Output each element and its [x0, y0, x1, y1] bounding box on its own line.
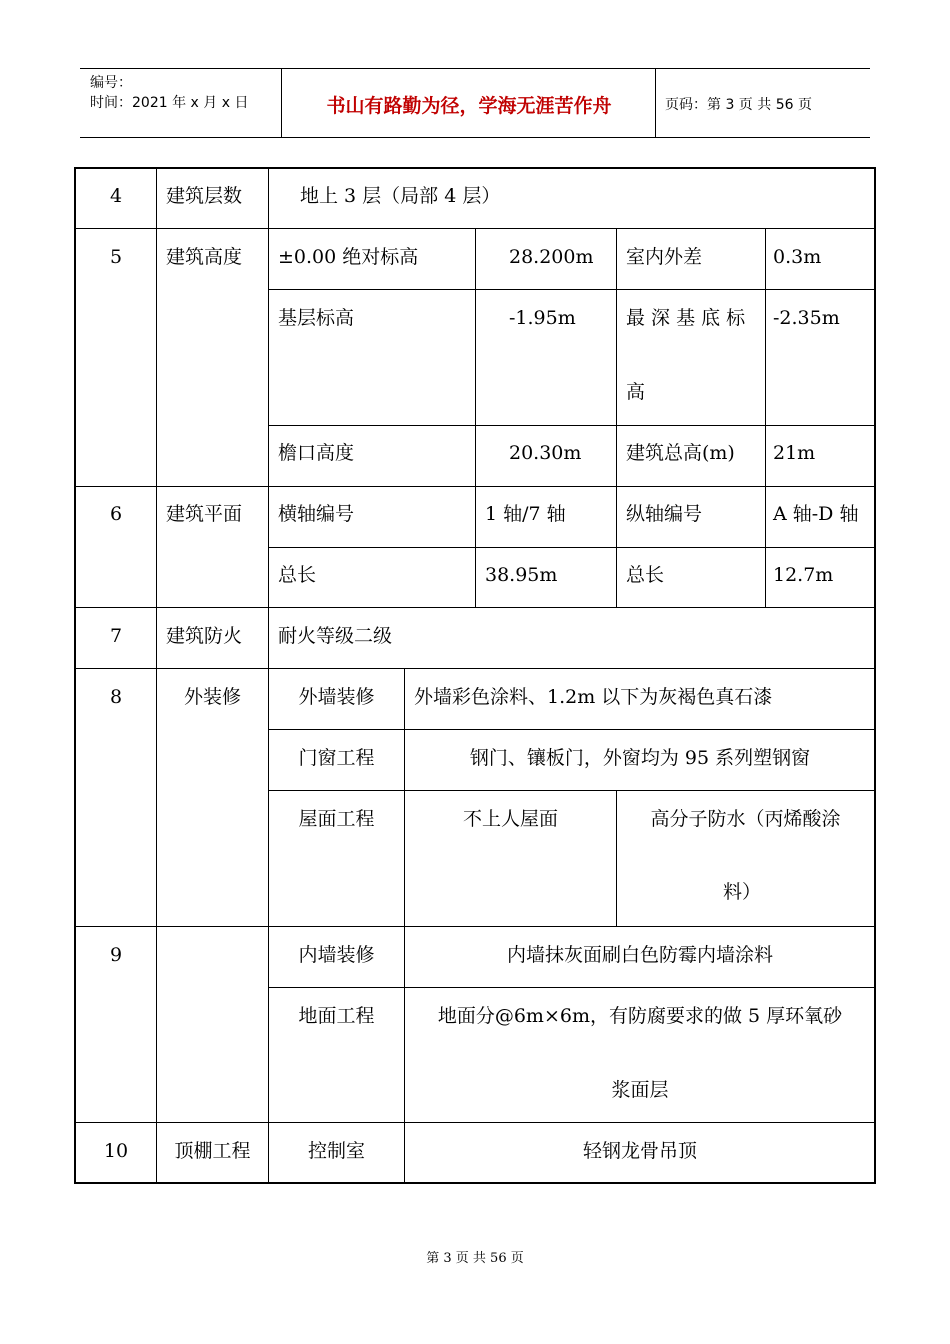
cell-value: 1 轴/7 轴	[485, 503, 566, 525]
subrow-divider	[268, 289, 876, 290]
row-number: 9	[109, 944, 123, 966]
cell-value: -2.35m	[773, 307, 840, 329]
page-footer: 第 3 页 共 56 页	[426, 1251, 524, 1266]
table-border	[874, 167, 876, 1184]
cell-label: 建筑总高(m)	[626, 442, 735, 464]
header-motto: 书山有路勤为径，学海无涯苦作舟	[326, 95, 612, 117]
row-divider	[74, 1122, 876, 1123]
row-number: 4	[109, 185, 123, 207]
cell-label: 地面工程	[298, 1005, 375, 1027]
cell-label: 控制室	[307, 1140, 365, 1162]
cell-label: 总长	[626, 564, 665, 586]
cell-value: A 轴-D 轴	[773, 503, 859, 525]
cell-value: 钢门、镶板门，外窗均为 95 系列塑钢窗	[469, 747, 811, 769]
cell-value: 内墙抹灰面刷白色防霉内墙涂料	[506, 944, 773, 966]
cell-label: 内墙装修	[298, 944, 375, 966]
cell-value: 外墙彩色涂料、1.2m 以下为灰褐色真石漆	[414, 686, 773, 708]
column-divider	[475, 228, 476, 607]
row-number: 5	[109, 246, 123, 268]
cell-value: 0.3m	[773, 246, 822, 268]
row-number: 6	[109, 503, 123, 525]
cell-value: 28.200m	[509, 246, 594, 268]
subrow-divider	[268, 425, 876, 426]
column-divider	[616, 228, 617, 607]
cell-value: 不上人屋面	[462, 808, 558, 830]
subrow-divider	[268, 987, 876, 988]
document-number-label: 编号：	[90, 75, 132, 91]
cell-value: 21m	[773, 442, 816, 464]
header-page-number: 页码：第 3 页 共 56 页	[665, 97, 812, 113]
table-border	[74, 167, 876, 169]
row-divider	[74, 926, 876, 927]
row-value: 耐火等级二级	[278, 625, 393, 647]
column-divider	[765, 228, 766, 607]
cell-label: 外墙装修	[298, 686, 375, 708]
cell-label: 室内外差	[626, 246, 703, 268]
table-border	[74, 1182, 876, 1184]
row-item: 建筑平面	[166, 503, 243, 525]
cell-label: 高	[626, 381, 646, 403]
cell-label: 最 深 基 底 标	[626, 307, 746, 329]
cell-value: 38.95m	[485, 564, 558, 586]
cell-label: 基层标高	[278, 307, 355, 329]
subrow-divider	[268, 547, 876, 548]
document-date: 时间：2021 年 x 月 x 日	[90, 95, 249, 111]
column-divider	[156, 167, 157, 1184]
cell-value: 地面分@6m×6m，有防腐要求的做 5 厚环氧砂	[437, 1005, 843, 1027]
cell-value: 高分子防水（丙烯酸涂	[650, 808, 841, 830]
row-item: 顶棚工程	[174, 1140, 251, 1162]
cell-label: 门窗工程	[298, 747, 375, 769]
cell-value: -1.95m	[509, 307, 576, 329]
cell-value: 20.30m	[509, 442, 582, 464]
cell-value: 12.7m	[773, 564, 834, 586]
subrow-divider	[268, 729, 876, 730]
row-item: 建筑层数	[166, 185, 243, 207]
row-number: 7	[109, 625, 123, 647]
cell-label: 横轴编号	[278, 503, 355, 525]
row-item: 外装修	[183, 686, 241, 708]
column-divider	[268, 167, 269, 1184]
cell-label: ±0.00 绝对标高	[278, 246, 419, 268]
row-item: 建筑防火	[166, 625, 243, 647]
row-divider	[74, 607, 876, 608]
row-item: 建筑高度	[166, 246, 243, 268]
column-divider	[404, 668, 405, 1184]
cell-value: 轻钢龙骨吊顶	[582, 1140, 697, 1162]
cell-label: 屋面工程	[298, 808, 375, 830]
cell-value: 浆面层	[611, 1079, 669, 1101]
table-border	[74, 167, 76, 1184]
cell-value: 料）	[723, 881, 762, 903]
row-number: 8	[109, 686, 123, 708]
cell-label: 檐口高度	[278, 442, 355, 464]
row-value: 地上 3 层（局部 4 层）	[300, 185, 501, 207]
subrow-divider	[268, 790, 876, 791]
row-number: 10	[103, 1140, 129, 1162]
row-divider	[74, 668, 876, 669]
cell-label: 纵轴编号	[626, 503, 703, 525]
cell-label: 总长	[278, 564, 317, 586]
